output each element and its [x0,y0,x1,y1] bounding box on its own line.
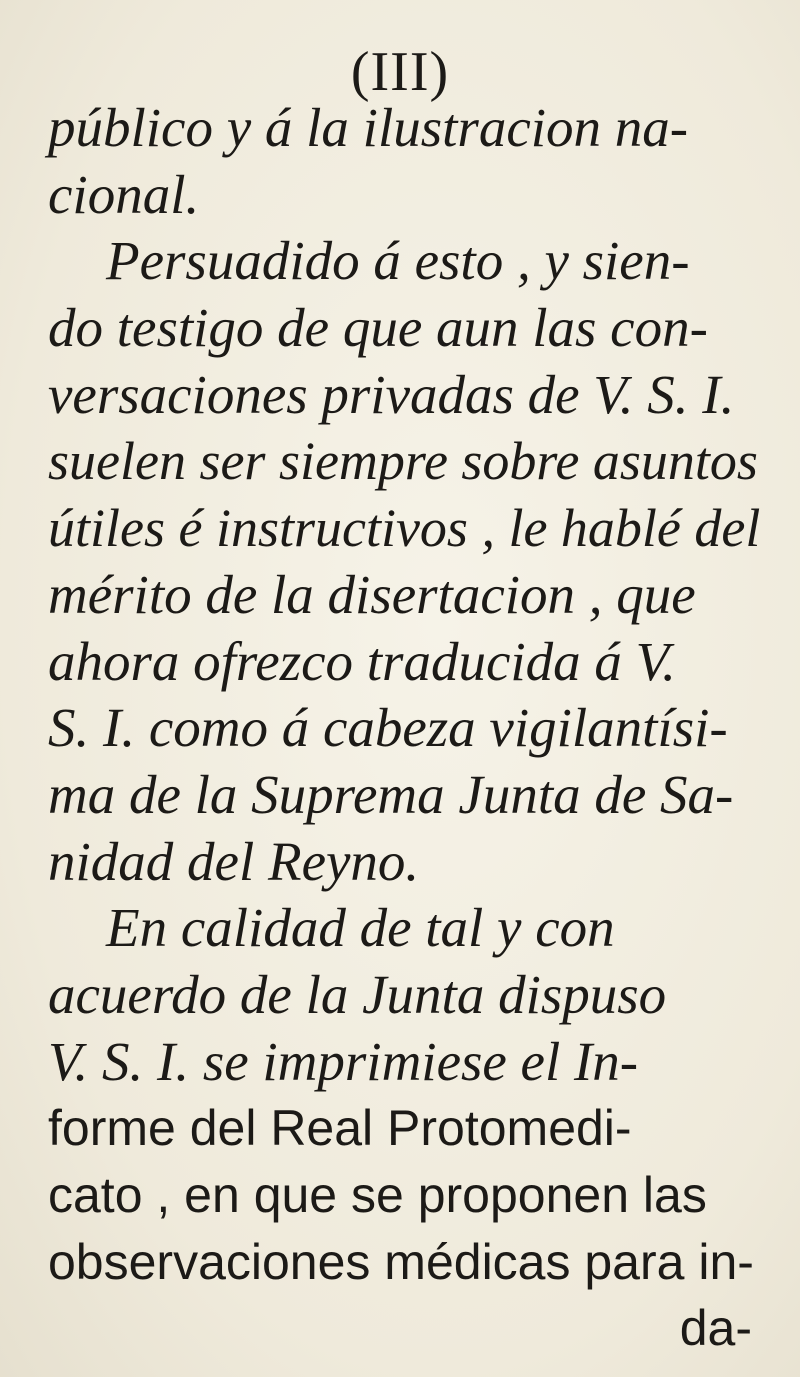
text-line-10: S. I. como á cabeza vigilantísi- [48,697,728,759]
text-line-1: público y á la ilustracion na- [48,97,689,158]
text-line-3: Persuadido á esto , y sien- [106,230,690,292]
catchword: da- [679,1300,752,1357]
text-line-6: suelen ser siempre sobre asuntos [48,431,758,492]
text-line-8: mérito de la disertacion , que [48,563,696,625]
text-line-7: útiles é instructivos , le hablé del [48,498,761,559]
text-line-9: ahora ofrezco traducida á V. [48,630,676,692]
text-line-13: En calidad de tal y con [106,897,615,959]
text-line-4: do testigo de que aun las con- [48,297,708,359]
text-line-11: ma de la Suprema Junta de Sa- [48,763,734,825]
text-line-16: forme del Real Protomedi- [48,1100,632,1157]
text-line-14: acuerdo de la Junta dispuso [48,963,667,1025]
text-line-5: versaciones privadas de V. S. I. [48,363,735,425]
text-line-12: nidad del Reyno. [48,830,420,892]
body-text [48,95,760,1362]
text-line-18: observaciones médicas para in- [48,1233,754,1290]
text-line-15: V. S. I. se imprimiese el In- [48,1030,639,1092]
text-line-17: cato , en que se proponen las [48,1167,707,1223]
page-number: (III) [350,41,450,103]
text-line-2: cional. [48,163,200,225]
